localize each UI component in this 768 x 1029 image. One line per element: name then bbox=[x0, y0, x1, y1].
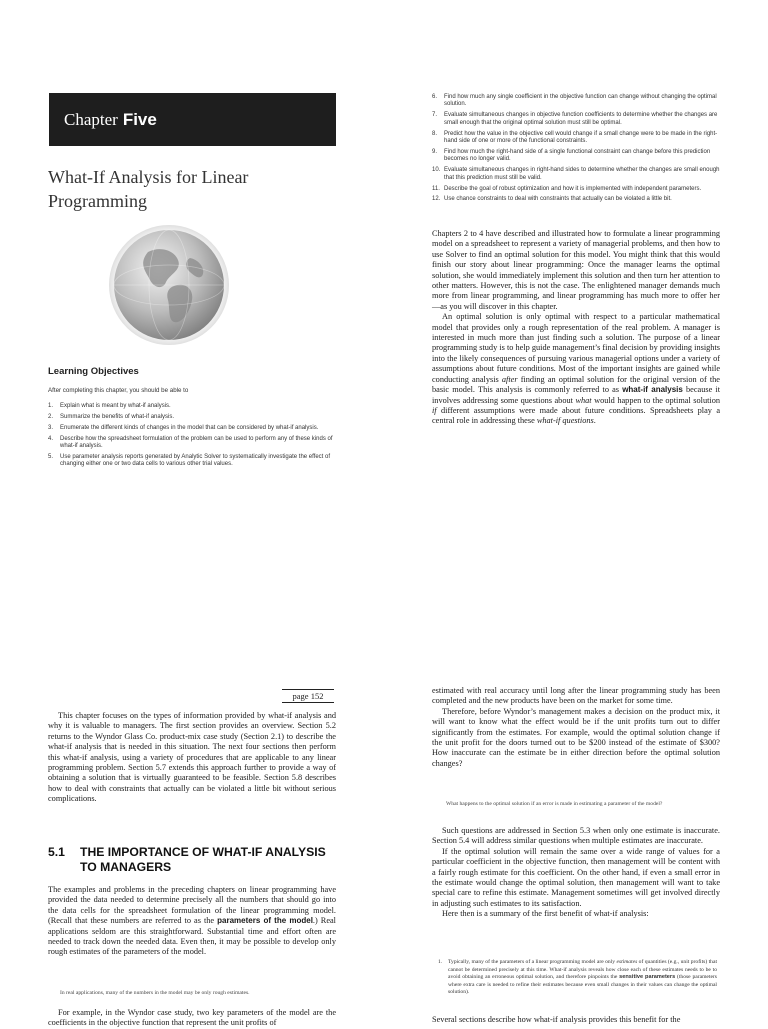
objective-item: 10. Evaluate simultaneous changes in right-hand sides to determine whether the changes are small enough that this prediction must still be valid. bbox=[432, 167, 720, 181]
key-term: what-if analysis bbox=[622, 385, 683, 395]
section-paragraph-2: For example, in the Wyndor case study, two key parameters of the model are the coefficients in the objective function that represent the unit profits of bbox=[48, 1008, 336, 1028]
chapter-number: Five bbox=[122, 109, 157, 129]
objective-item: 8. Predict how the value in the objective cell would change if a small change were to be made in the right-hand side of one or more of the functional constraints. bbox=[432, 130, 718, 145]
chapter-title: What-If Analysis for Linear Programming bbox=[48, 167, 249, 211]
right-paragraph-1: estimated with real accuracy until long after the linear programming study has been completed and the new products have been on the market for some time. bbox=[432, 686, 720, 706]
objective-item: 7. Evaluate simultaneous changes in objective function coefficients to determine whether the changes are small enough that the original optimal solution must still be optimal. bbox=[432, 112, 718, 126]
learning-objectives-list-continued bbox=[432, 94, 724, 207]
section-text-continued bbox=[48, 1008, 336, 1029]
right-column-text-continued bbox=[432, 826, 720, 920]
right-paragraph-5: Here then is a summary of the first benefit of what-if analysis: bbox=[442, 909, 649, 919]
right-paragraph-6: Several sections describe how what-if analysis provides this benefit for the bbox=[432, 1015, 681, 1024]
learning-objectives-list bbox=[48, 403, 333, 472]
benefit-summary bbox=[432, 959, 717, 997]
key-term: sensitive parameters bbox=[619, 974, 676, 981]
benefit-number: 1. bbox=[438, 959, 443, 965]
intro-paragraph-2: An optimal solution is only optimal with respect to a particular mathematical model that provides only a rough representation of the real problem. A manager is interested in much more than just finding such a solution. The purpose of a linear programming study is to help guide management’s final decision by providing insights into the likely consequences of pursuing various managerial options under a variety of assumptions about future conditions. Most of the important insights are gained while conducting analysis after finding an optimal solution for the original version of the basic model. This analysis is commonly referred to as what-if analysis because it involves addressing some questions about what would happen to the optimal solution if different assumptions were made about future conditions. Spreadsheets play a central role in addressing these what-if questions. bbox=[432, 312, 721, 426]
right-paragraph-2: Therefore, before Wyndor’s management makes a decision on the product mix, it will want to know what the effect would be if the unit profits turn out to differ significantly from the estimates. For example, would the optimal solution change if the unit profit for the doors turned out to be $200 instead of the estimate of $300? How inaccurate can the estimate be in either direction before the optimal solution changes? bbox=[432, 706, 720, 768]
objective-item: 6. Find how much any single coefficient in the objective function can change without changing the optimal solution. bbox=[432, 94, 717, 108]
key-term: parameters of the model bbox=[217, 916, 313, 926]
right-paragraph-4: If the optimal solution will remain the same over a wide range of values for a particular coefficient in the objective function, then management will be content with a fairly rough estimate for this coefficient. On the other hand, if even a small error in the estimate would change the optimal solution, then management will want to take special care to refine this estimate. Management sometimes will get involved directly in adjusting such estimates to its satisfaction. bbox=[432, 846, 720, 908]
chapter-banner bbox=[49, 93, 336, 146]
learning-objectives-intro: After completing this chapter, you should be able to bbox=[48, 387, 189, 394]
section-text bbox=[48, 885, 336, 958]
intro-paragraph-1: Chapters 2 to 4 have described and illustrated how to formulate a linear programming model on a spreadsheet to represent a variety of managerial problems, and then how to use Solver to find an optimal solution for this model. You might think that this would finish our story about linear programming: Once the manager learns the optimal solution, she would immediately implement this solution and then turn her attention to other matters. However, this is not the case. The enlightened manager demands much more from linear programming, and linear programming has much more to offer her—as you will discover in this chapter. bbox=[432, 229, 720, 311]
right-paragraph-3: Such questions are addressed in Section 5.3 when only one estimate is inaccurate. Section 5.4 will address similar questions when multiple estimates are inaccurate. bbox=[432, 826, 720, 846]
objective-item: 5. Use parameter analysis reports generated by Analytic Solver to systematically investigate the effect of changing either one or two data cells to various other trial values. bbox=[48, 454, 331, 468]
section-heading bbox=[48, 845, 336, 875]
section-title: THE IMPORTANCE OF WHAT-IF ANALYSIS TO MANAGERS bbox=[80, 845, 326, 874]
benefit-text: Typically, many of the parameters of a linear programming model are only estimates of quantities (e.g., unit profits) that cannot be determined precisely at this time. What-if analysis reveals how close each of these estimates needs to be to avoid obtaining an erroneous optimal solution, and therefore pinpoints the sensitive parameters (those parameters where extra care is needed to refine their estimates because even small changes in their values can change the optimal solution). bbox=[448, 959, 717, 996]
chapter-label: Chapter bbox=[64, 109, 118, 129]
margin-note: What happens to the optimal solution if an error is made in estimating a parameter of the model? bbox=[446, 801, 663, 807]
right-column-text bbox=[432, 686, 720, 769]
objective-item: 4. Describe how the spreadsheet formulation of the problem can be used to perform any of these kinds of what-if analysis. bbox=[48, 435, 333, 450]
section-paragraph-1: The examples and problems in the preceding chapters on linear programming have provided the data needed to determine precisely all the numbers that should go into the data cells for the spreadsheet formulation of the linear programming model. (Recall that these numbers are referred to as the parameters of the model.) Real applications seldom are this straightforward. Substantial time and effort often are needed to track down the needed data. Even then, it may be possible to develop only rough estimates of the parameters of the model. bbox=[48, 885, 336, 957]
globe-image bbox=[108, 224, 230, 346]
objective-item: 2. Summarize the benefits of what-if analysis. bbox=[48, 413, 175, 420]
page-marker: page 152 bbox=[282, 689, 334, 703]
objective-item: 1. Explain what is meant by what-if analysis. bbox=[48, 403, 171, 409]
objective-item: 11. Describe the goal of robust optimization and how it is implemented with independent parameters. bbox=[432, 185, 702, 192]
objective-item: 9. Find how much the right-hand side of a single functional constraint can change before this prediction becomes no longer valid. bbox=[432, 148, 711, 163]
section-number: 5.1 bbox=[48, 845, 65, 859]
learning-objectives-heading: Learning Objectives bbox=[48, 366, 139, 377]
chapter-overview bbox=[48, 711, 336, 805]
overview-paragraph: This chapter focuses on the types of information provided by what-if analysis and why it is valuable to managers. The first section provides an overview. Section 5.2 returns to the Wyndor Glass Co. product-mix case study (Section 2.1) to describe the what-if analysis that is needed in this situation. The next four sections then perform this what-if analysis, using a variety of procedures that are applicable to any linear programming problem. Section 5.7 extends this approach further to provide a way of obtaining a solution that is virtually guaranteed to be feasible. Section 5.8 describes how to deal with constraints that actually can be violated a little bit without serious complications. bbox=[48, 711, 336, 804]
objective-item: 12. Use chance constraints to deal with constraints that actually can be violated a little bit. bbox=[432, 196, 672, 203]
objective-item: 3. Enumerate the different kinds of changes in the model that can be considered by what-if analysis. bbox=[48, 424, 319, 431]
margin-note: In real applications, many of the numbers in the model may be only rough estimates. bbox=[60, 990, 250, 996]
intro-text bbox=[432, 229, 720, 427]
